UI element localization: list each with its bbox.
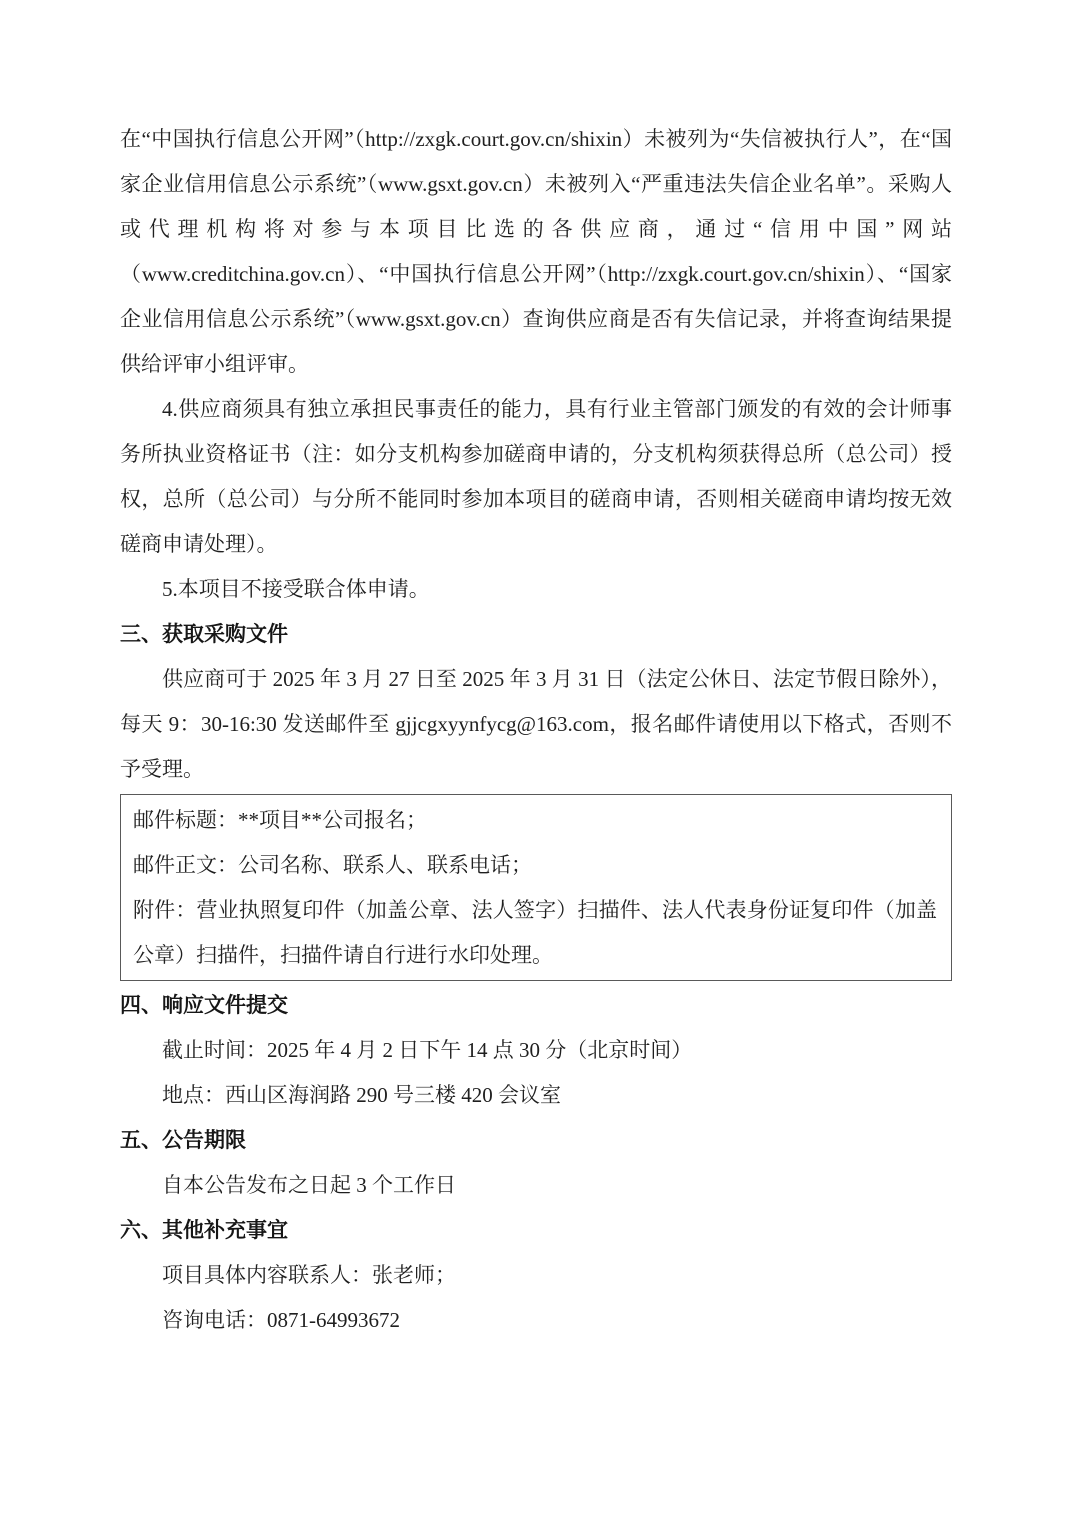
paragraph-obtain-documents-schedule: 供应商可于 2025 年 3 月 27 日至 2025 年 3 月 31 日（法定公休日、法定节假日除外），每天 9：30-16:30 发送邮件至 gjjcgxyynfycg@163.com，报名邮件请使用以下格式，否则不予受理。	[120, 667, 952, 781]
section-heading-response-document-submission: 四、响应文件提交	[120, 993, 288, 1017]
email-body-line: 邮件正文：公司名称、联系人、联系电话；	[133, 853, 532, 877]
paragraph-project-contact: 项目具体内容联系人：张老师；	[162, 1263, 456, 1287]
paragraph-qualification-item-4: 4.供应商须具有独立承担民事责任的能力，具有行业主管部门颁发的有效的会计师事务所执业资格证书（注：如分支机构参加磋商申请的，分支机构须获得总所（总公司）授权，总所（总公司）与分所不能同时参加本项目的磋商申请，否则相关磋商申请均按无效磋商申请处理）。	[120, 397, 952, 556]
section-heading-obtain-procurement-documents: 三、获取采购文件	[120, 622, 288, 646]
email-format-box	[120, 794, 952, 981]
paragraph-credit-check: 在“中国执行信息公开网”（http://zxgk.court.gov.cn/shixin）未被列为“失信被执行人”，在“国家企业信用信息公示系统”（www.gsxt.gov.cn）未被列入“严重违法失信企业名单”。采购人或代理机构将对参与本项目比选的各供应商，通过“信用中国”网站（www.creditchina.gov.cn）、“中国执行信息公开网”（http://zxgk.court.gov.cn/shixin）、“国家企业信用信息公示系统”（www.gsxt.gov.cn）查询供应商是否有失信记录，并将查询结果提供给评审小组评审。	[120, 127, 952, 376]
paragraph-submission-deadline: 截止时间：2025 年 4 月 2 日下午 14 点 30 分（北京时间）	[162, 1038, 693, 1062]
section-heading-announcement-period: 五、公告期限	[120, 1128, 246, 1152]
paragraph-no-consortium-item-5: 5.本项目不接受联合体申请。	[162, 577, 430, 601]
email-attachment-line: 附件：营业执照复印件（加盖公章、法人签字）扫描件、法人代表身份证复印件（加盖公章）扫描件，扫描件请自行进行水印处理。	[133, 898, 937, 967]
email-subject-line: 邮件标题：**项目**公司报名；	[133, 808, 427, 832]
paragraph-consultation-phone: 咨询电话：0871-64993672	[162, 1308, 400, 1332]
paragraph-announcement-period: 自本公告发布之日起 3 个工作日	[162, 1173, 456, 1197]
paragraph-submission-location: 地点：西山区海润路 290 号三楼 420 会议室	[162, 1083, 561, 1107]
section-heading-other-supplementary-matters: 六、其他补充事宜	[120, 1218, 288, 1242]
